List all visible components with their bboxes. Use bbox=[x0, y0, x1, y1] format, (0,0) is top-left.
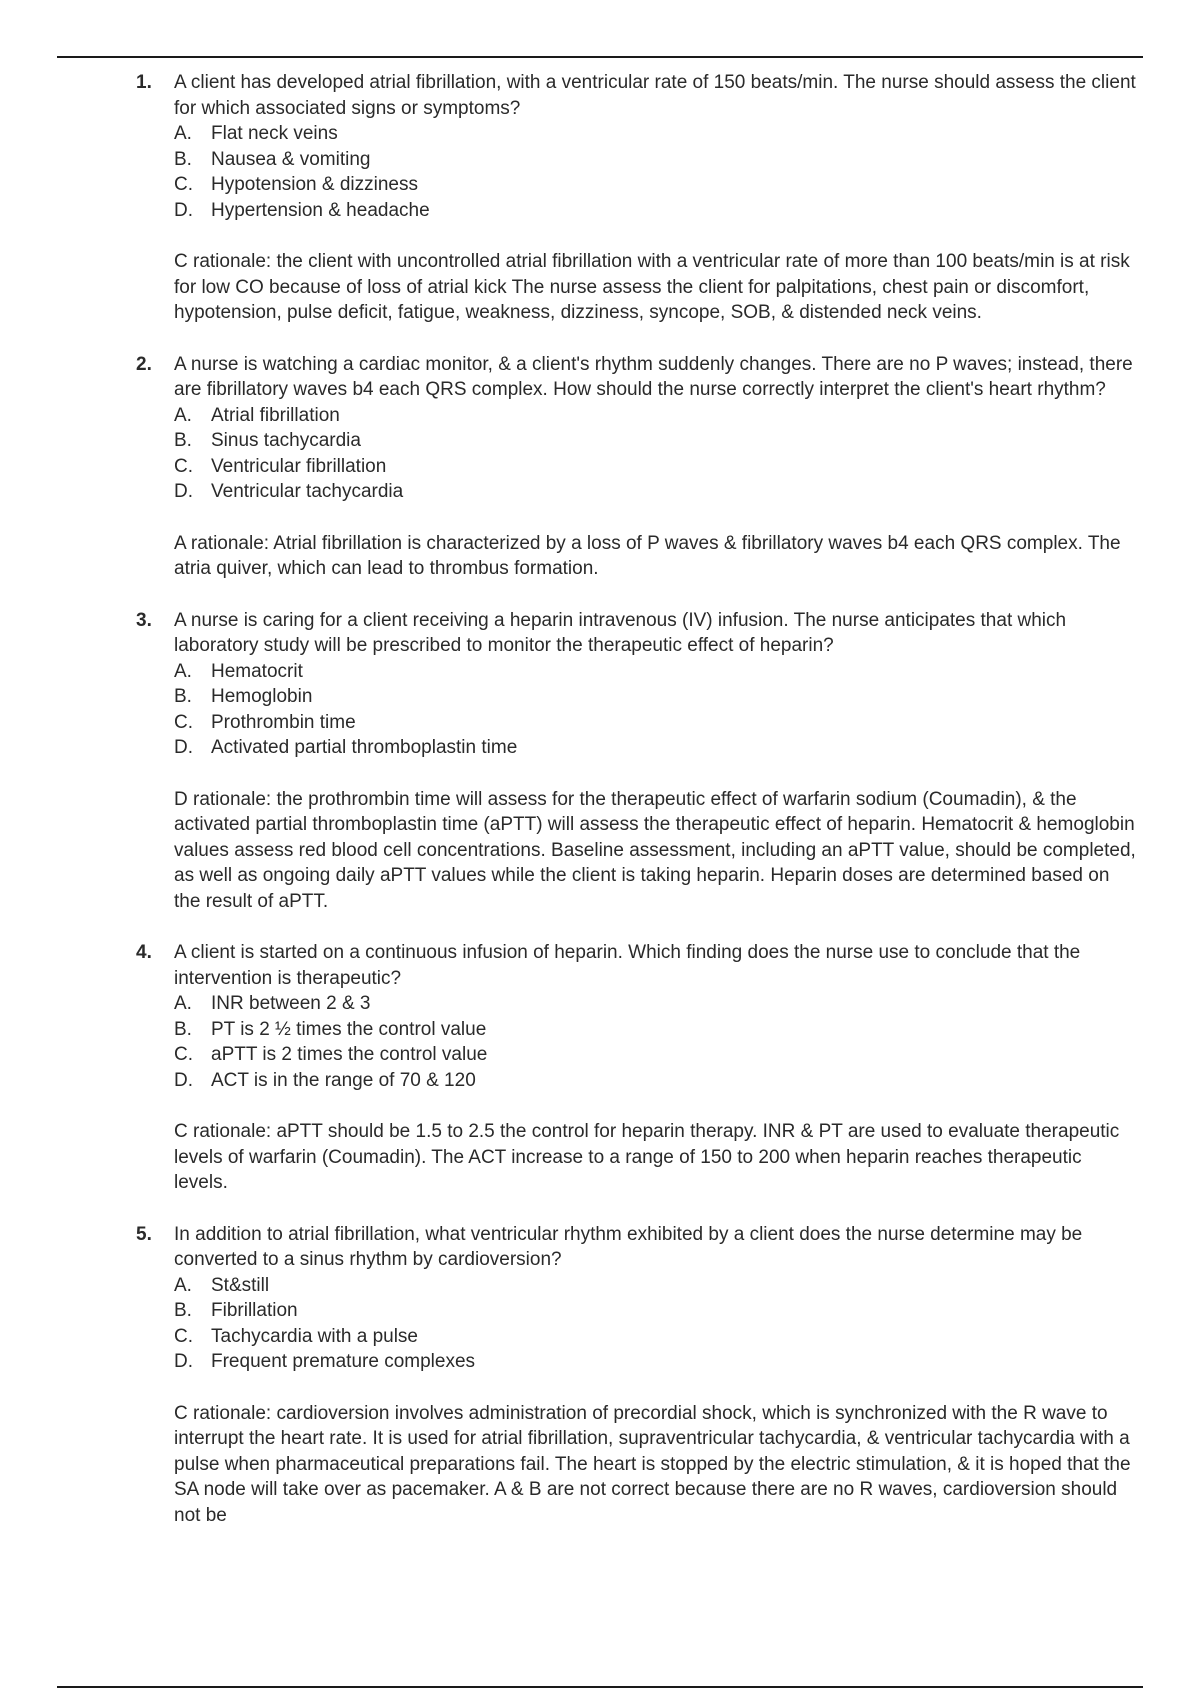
question-stem: In addition to atrial fibrillation, what ventricular rhythm exhibited by a client does the nurse determine may be converted to a sinus rhythm by cardioversion? bbox=[174, 1223, 1083, 1270]
option-text: Nausea & vomiting bbox=[211, 148, 371, 170]
question-number: 2. bbox=[136, 353, 152, 375]
option-text: Hemoglobin bbox=[211, 686, 313, 707]
option-text: Frequent premature complexes bbox=[211, 1351, 476, 1372]
answer-option bbox=[174, 121, 1136, 147]
option-letter: B. bbox=[174, 1300, 192, 1321]
answer-option bbox=[174, 454, 1136, 480]
answer-option bbox=[174, 479, 1136, 505]
option-text: Hematocrit bbox=[211, 660, 303, 682]
option-text: Hypotension & dizziness bbox=[211, 174, 418, 195]
option-letter: C. bbox=[174, 1044, 193, 1065]
option-letter: B. bbox=[174, 148, 192, 170]
option-text: St&still bbox=[211, 1274, 270, 1296]
answer-option bbox=[174, 403, 1136, 429]
question-stem: A client is started on a continuous infusion of heparin. Which finding does the nurse use to conclude that the intervention is therapeutic? bbox=[174, 942, 1081, 989]
answer-option bbox=[174, 1298, 1136, 1324]
answer-options bbox=[174, 403, 1136, 505]
question-item bbox=[136, 940, 1136, 1196]
option-letter: D. bbox=[174, 1069, 193, 1091]
answer-option bbox=[174, 1068, 1136, 1094]
answer-options bbox=[174, 121, 1136, 223]
answer-options bbox=[174, 991, 1136, 1093]
answer-option bbox=[174, 659, 1136, 685]
answer-option bbox=[174, 710, 1136, 736]
option-letter: D. bbox=[174, 737, 193, 758]
option-letter: B. bbox=[174, 686, 192, 707]
option-letter: D. bbox=[174, 481, 193, 502]
rationale-text: C rationale: cardioversion involves administration of precordial shock, which is synchronized with the R wave to interrupt the heart rate. It is used for atrial fibrillation, supraventricular tachycardia, & ventricular tachycardia with a pulse when pharmaceutical preparations fail. The heart is stopped by the electric stimulation, & it is hoped that the SA node will take over as pacemaker. A & B are not correct because there are no R waves, cardioversion should not be bbox=[174, 1402, 1131, 1526]
footer-rule bbox=[57, 1686, 1143, 1688]
question-item bbox=[136, 1222, 1136, 1529]
answer-option bbox=[174, 1042, 1136, 1068]
answer-option bbox=[174, 1349, 1136, 1375]
answer-option bbox=[174, 1017, 1136, 1043]
answer-option bbox=[174, 1273, 1136, 1299]
option-text: Ventricular tachycardia bbox=[211, 481, 404, 502]
option-text: aPTT is 2 times the control value bbox=[211, 1044, 488, 1065]
option-text: Sinus tachycardia bbox=[211, 430, 361, 451]
rationale-text: D rationale: the prothrombin time will assess for the therapeutic effect of warfarin sodium (Coumadin), & the activated partial thromboplastin time (aPTT) will assess the therapeutic effect of heparin. Hematocrit & hemoglobin values assess red blood cell concentrations. Baseline assessment, including an aPTT value, should be completed, as well as ongoing daily aPTT values while the client is taking heparin. Heparin doses are determined based on the result of aPTT. bbox=[174, 788, 1136, 912]
option-letter: C. bbox=[174, 174, 193, 195]
question-item bbox=[136, 70, 1136, 326]
option-letter: C. bbox=[174, 455, 193, 477]
option-letter: A. bbox=[174, 1274, 192, 1296]
rationale-text: C rationale: the client with uncontrolled atrial fibrillation with a ventricular rate of more than 100 beats/min is at risk for low CO because of loss of atrial kick The nurse assess the client for palpitations, chest pain or discomfort, hypotension, pulse deficit, fatigue, weakness, dizziness, syncope, SOB, & distended neck veins. bbox=[174, 251, 1130, 323]
option-text: Hypertension & headache bbox=[211, 199, 430, 221]
option-letter: D. bbox=[174, 199, 193, 221]
question-number: 1. bbox=[136, 72, 152, 93]
option-text: Activated partial thromboplastin time bbox=[211, 737, 518, 758]
answer-option bbox=[174, 684, 1136, 710]
question-stem: A nurse is caring for a client receiving a heparin intravenous (IV) infusion. The nurse anticipates that which laboratory study will be prescribed to monitor the therapeutic effect of heparin? bbox=[174, 609, 1067, 656]
question-stem: A nurse is watching a cardiac monitor, & a client's rhythm suddenly changes. There are no P waves; instead, there are fibrillatory waves b4 each QRS complex. How should the nurse correctly interpret the client's heart rhythm? bbox=[174, 353, 1133, 400]
answer-option bbox=[174, 428, 1136, 454]
option-text: Flat neck veins bbox=[211, 123, 338, 144]
option-letter: A. bbox=[174, 993, 192, 1014]
question-stem: A client has developed atrial fibrillation, with a ventricular rate of 150 beats/min. The nurse should assess the client for which associated signs or symptoms? bbox=[174, 72, 1136, 119]
option-letter: D. bbox=[174, 1351, 193, 1372]
question-number: 5. bbox=[136, 1223, 152, 1245]
answer-option bbox=[174, 172, 1136, 198]
option-text: INR between 2 & 3 bbox=[211, 993, 371, 1014]
option-text: Atrial fibrillation bbox=[211, 404, 340, 426]
option-text: PT is 2 ½ times the control value bbox=[211, 1018, 487, 1040]
question-item bbox=[136, 352, 1136, 582]
answer-option bbox=[174, 735, 1136, 761]
answer-option bbox=[174, 1324, 1136, 1350]
question-list bbox=[136, 70, 1136, 1554]
option-text: Prothrombin time bbox=[211, 711, 356, 733]
answer-options bbox=[174, 1273, 1136, 1375]
option-text: Fibrillation bbox=[211, 1300, 298, 1321]
question-number: 4. bbox=[136, 942, 152, 963]
option-letter: B. bbox=[174, 430, 192, 451]
answer-options bbox=[174, 659, 1136, 761]
option-letter: A. bbox=[174, 660, 192, 682]
option-text: Ventricular fibrillation bbox=[211, 455, 387, 477]
question-number: 3. bbox=[136, 609, 152, 631]
header-rule bbox=[57, 56, 1143, 58]
option-text: ACT is in the range of 70 & 120 bbox=[211, 1069, 476, 1091]
answer-option bbox=[174, 198, 1136, 224]
rationale-text: C rationale: aPTT should be 1.5 to 2.5 the control for heparin therapy. INR & PT are used to evaluate therapeutic levels of warfarin (Coumadin). The ACT increase to a range of 150 to 200 when heparin reaches therapeutic levels. bbox=[174, 1121, 1120, 1193]
rationale-text: A rationale: Atrial fibrillation is characterized by a loss of P waves & fibrillatory waves b4 each QRS complex. The atria quiver, which can lead to thrombus formation. bbox=[174, 532, 1121, 579]
option-letter: C. bbox=[174, 1325, 193, 1347]
question-item bbox=[136, 608, 1136, 915]
option-letter: C. bbox=[174, 711, 193, 733]
answer-option bbox=[174, 991, 1136, 1017]
answer-option bbox=[174, 147, 1136, 173]
option-letter: A. bbox=[174, 404, 192, 426]
option-letter: B. bbox=[174, 1018, 192, 1040]
option-letter: A. bbox=[174, 123, 192, 144]
option-text: Tachycardia with a pulse bbox=[211, 1325, 418, 1347]
